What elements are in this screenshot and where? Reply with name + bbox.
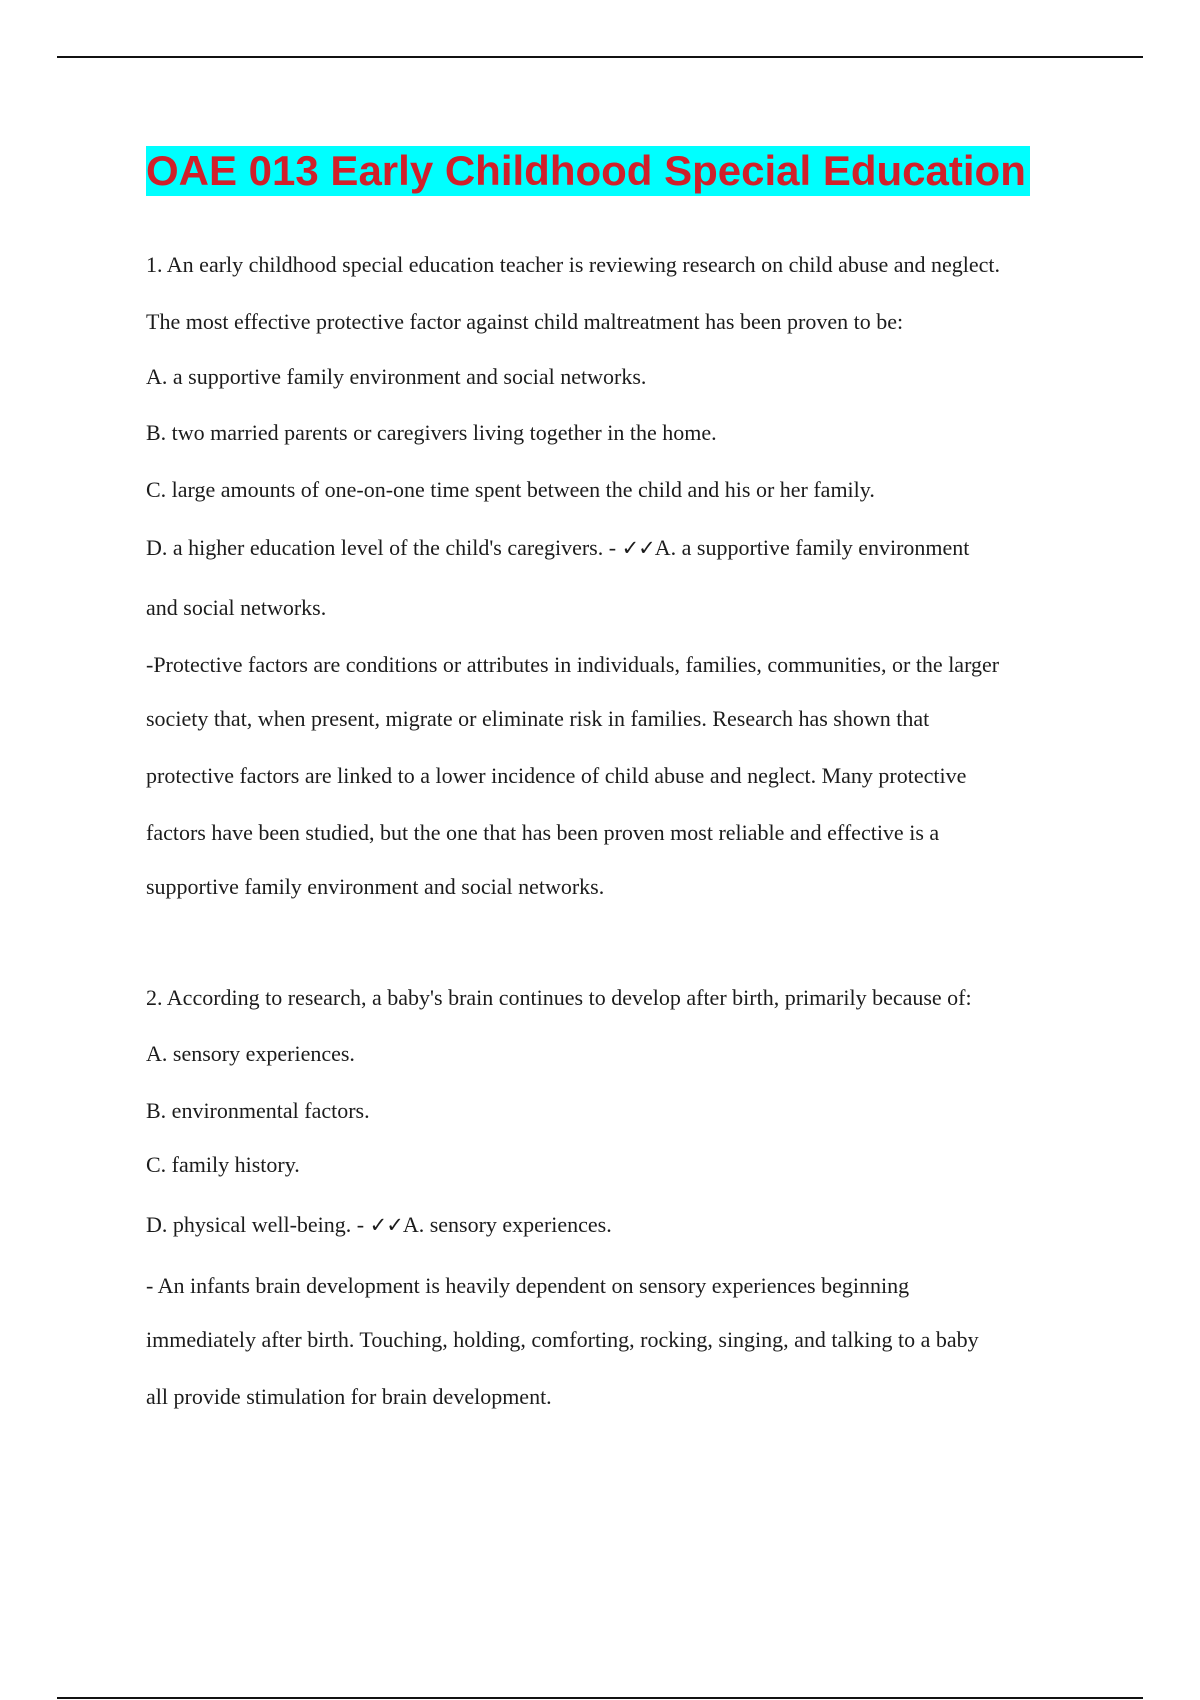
question-2-explanation-line-3: all provide stimulation for brain development. [146,1384,552,1409]
question-2-option-d: D. physical well-being. - [146,1212,370,1237]
question-2-explanation-line-1: - An infants brain development is heavily dependent on sensory experiences beginning [146,1273,910,1298]
question-1-stem-line-2: The most effective protective factor against child maltreatment has been proven to be: [146,309,904,334]
question-1-explanation-line-4: factors have been studied, but the one that has been proven most reliable and effective is a [146,820,940,845]
top-rule [57,56,1143,58]
question-1-option-d: D. a higher education level of the child's caregivers. - [146,535,622,560]
bottom-rule [57,1697,1143,1699]
question-1-option-b: B. two married parents or caregivers living together in the home. [146,420,717,445]
document-title: OAE 013 Early Childhood Special Education [146,146,1030,196]
question-2-explanation-line-2: immediately after birth. Touching, holding, comforting, rocking, singing, and talking to a baby [146,1327,979,1352]
question-2-option-a: A. sensory experiences. [146,1041,355,1066]
question-1-explanation-line-2: society that, when present, migrate or eliminate risk in families. Research has shown that [146,706,930,731]
question-1-explanation-line-1: -Protective factors are conditions or attributes in individuals, families, communities, or the larger [146,652,1000,677]
double-check-icon: ✓✓ [369,1213,403,1237]
question-1-option-a: A. a supportive family environment and social networks. [146,364,647,389]
question-1-answer: A. a supportive family environment [654,535,970,560]
question-2-option-c: C. family history. [146,1152,300,1177]
question-1-option-d-with-answer [146,533,969,563]
question-1-option-c: C. large amounts of one-on-one time spent between the child and his or her family. [146,477,875,502]
question-1-answer-continued: and social networks. [146,595,327,620]
question-2-option-d-with-answer [146,1210,612,1240]
question-2-stem-line-1: 2. According to research, a baby's brain continues to develop after birth, primarily because of: [146,985,972,1010]
double-check-icon: ✓✓ [621,536,655,560]
question-1-explanation-line-5: supportive family environment and social networks. [146,874,605,899]
question-2-answer: A. sensory experiences. [402,1212,612,1237]
question-1-explanation-line-3: protective factors are linked to a lower incidence of child abuse and neglect. Many protective [146,763,967,788]
question-1-stem-line-1: 1. An early childhood special education teacher is reviewing research on child abuse and neglect. [146,252,1001,277]
question-2-option-b: B. environmental factors. [146,1098,370,1123]
